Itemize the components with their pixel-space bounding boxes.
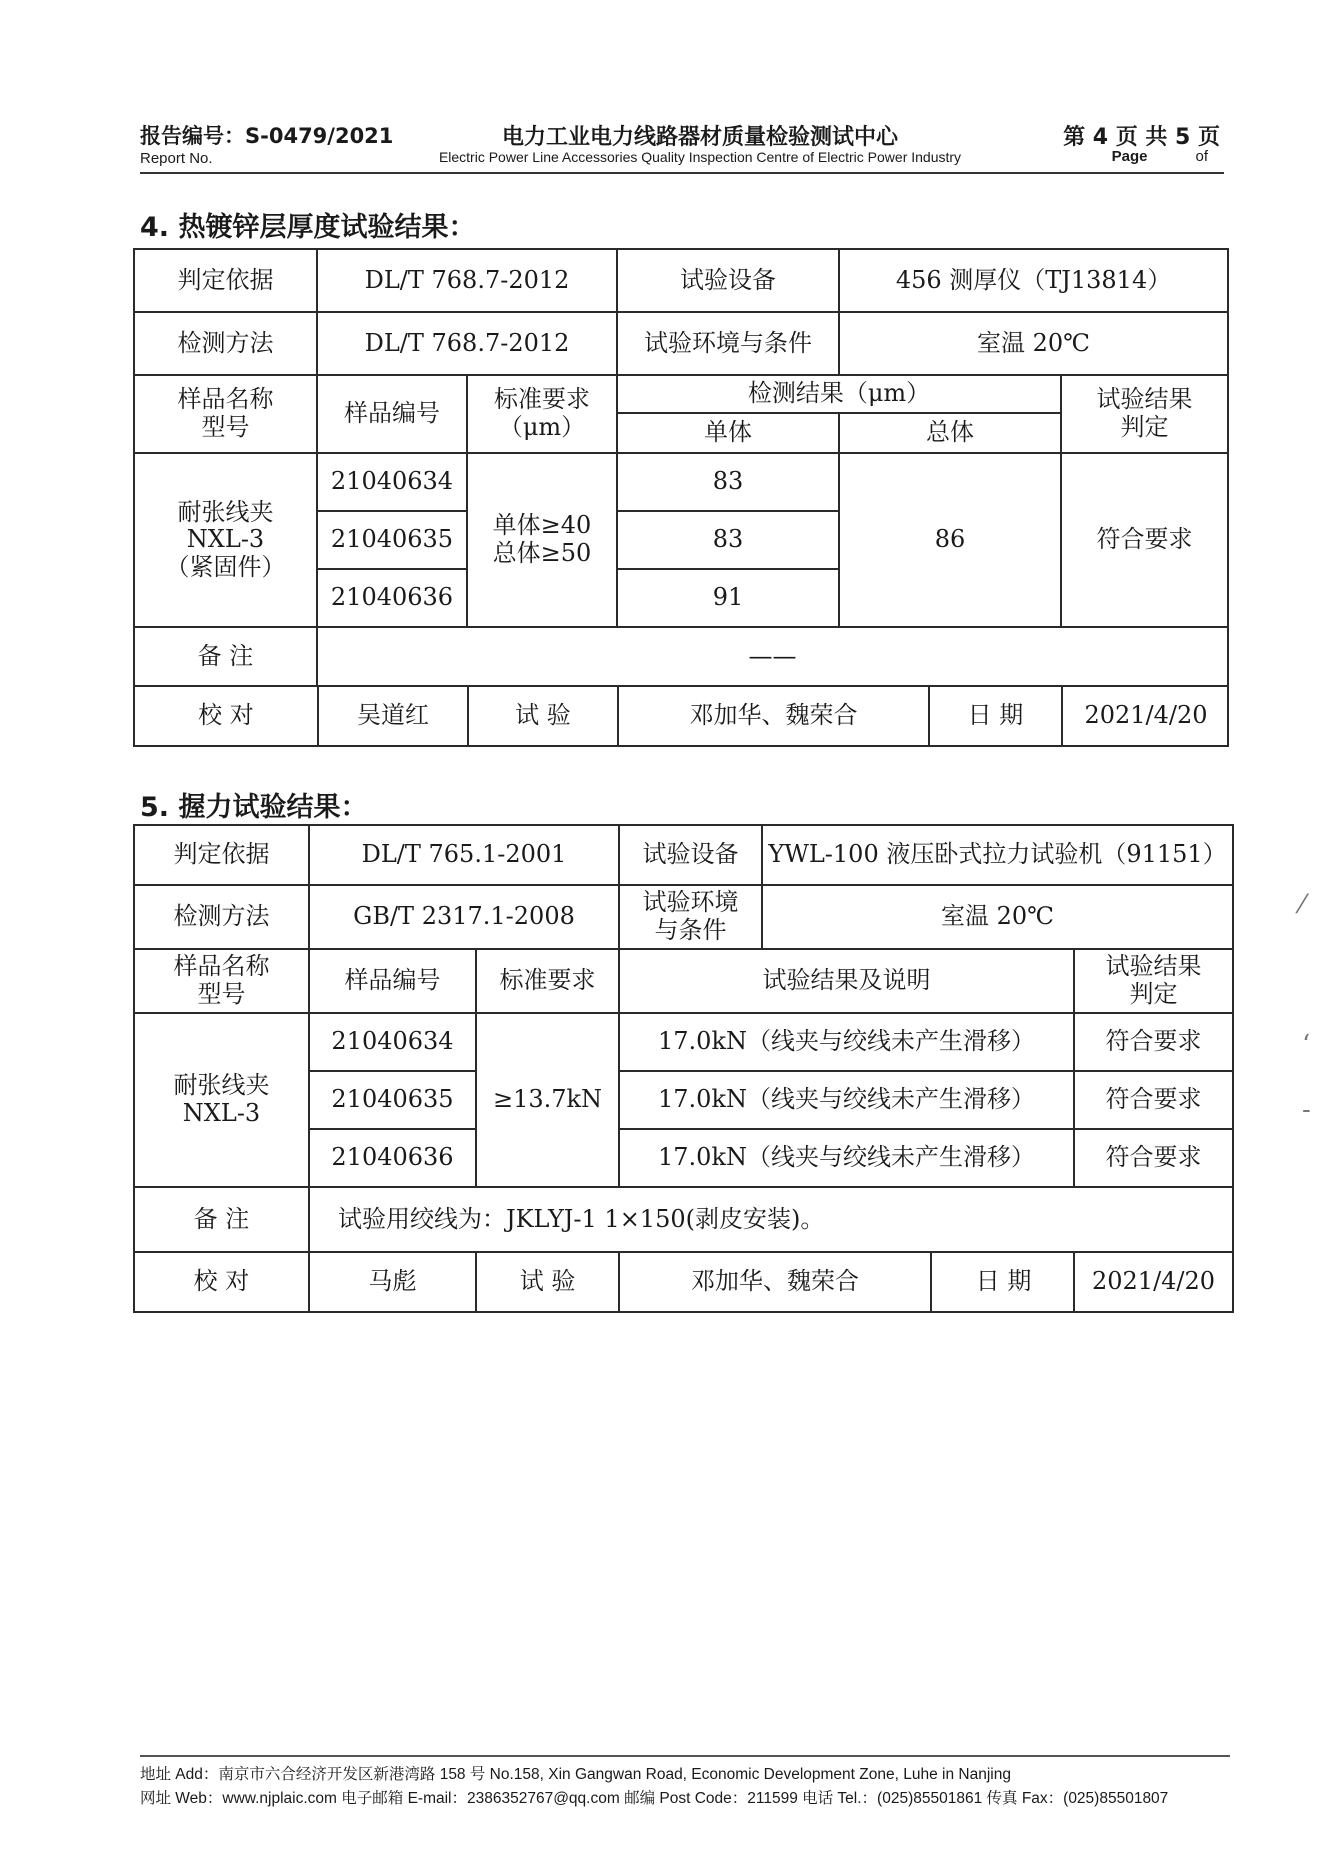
col-total: 总体	[839, 413, 1061, 453]
judgement-value: 符合要求	[1061, 453, 1228, 627]
env-label: 试验环境与条件	[617, 312, 839, 375]
method-label: 检测方法	[134, 312, 317, 375]
scan-edge-mark: ⁄	[1300, 890, 1305, 920]
remark-label: 备 注	[134, 627, 317, 686]
method-label: 检测方法	[134, 885, 309, 949]
sample-no: 21040635	[317, 511, 467, 569]
center-name: 电力工业电力线路器材质量检验测试中心	[501, 125, 898, 150]
requirement-value: ≥13.7kN	[476, 1013, 619, 1187]
sample-name: 耐张线夹 NXL-3	[134, 1013, 309, 1187]
requirement-value: 单体≥40 总体≥50	[467, 453, 617, 627]
sample-no: 21040636	[317, 569, 467, 627]
judgement-value: 符合要求	[1074, 1129, 1233, 1187]
report-number-en: Report No.	[140, 150, 213, 167]
date-value: 2021/4/20	[1084, 701, 1208, 730]
col-sample-no: 样品编号	[309, 949, 476, 1013]
col-judgement: 试验结果 判定	[1074, 949, 1233, 1013]
col-sample-name: 样品名称 型号	[134, 949, 309, 1013]
test-date-split	[620, 1253, 1075, 1311]
col-single: 单体	[617, 413, 839, 453]
single-value: 91	[617, 569, 839, 627]
judgement-value: 符合要求	[1074, 1013, 1233, 1071]
col-sample-no: 样品编号	[317, 375, 467, 453]
check-label: 校 对	[135, 687, 318, 745]
sample-name: 耐张线夹 NXL-3 （紧固件）	[134, 453, 317, 627]
method-value: GB/T 2317.1-2008	[309, 885, 619, 949]
section4-title: 4. 热镀锌层厚度试验结果：	[140, 212, 476, 243]
env-label: 试验环境 与条件	[619, 885, 762, 949]
col-judgement: 试验结果 判定	[1061, 375, 1228, 453]
remark-value: 试验用绞线为：JKLYJ-1 1×150(剥皮安装)。	[309, 1187, 1233, 1252]
judgement-value: 符合要求	[1074, 1071, 1233, 1129]
single-value: 83	[617, 453, 839, 511]
check-label: 校 对	[134, 1252, 309, 1312]
env-value: 室温 20℃	[839, 312, 1228, 375]
check-value: 马彪	[309, 1252, 476, 1312]
col-sample-name: 样品名称 型号	[134, 375, 317, 453]
col-result: 试验结果及说明	[619, 949, 1074, 1013]
date-label: 日 期	[975, 1267, 1032, 1296]
page-en-label: Page	[1111, 148, 1148, 165]
test-label: 试 验	[468, 687, 618, 745]
footer-contact: 网址 Web：www.njplaic.com 电子邮箱 E-mail：2386352767@qq.com 邮编 Post Code：211599 电话 Tel.：(025)85501861 传真 Fax：(025)85501807	[140, 1790, 1169, 1807]
table-row	[134, 453, 1228, 511]
result-value: 17.0kN（线夹与绞线未产生滑移）	[619, 1013, 1074, 1071]
env-value: 室温 20℃	[762, 885, 1233, 949]
result-value: 17.0kN（线夹与绞线未产生滑移）	[619, 1129, 1074, 1187]
sample-no: 21040635	[309, 1071, 476, 1129]
remark-label: 备 注	[134, 1187, 309, 1252]
scan-edge-mark: ‐	[1302, 1095, 1311, 1125]
remark-value: ——	[317, 627, 1228, 686]
of-en-label: of	[1195, 148, 1208, 165]
equipment-label: 试验设备	[619, 825, 762, 885]
equipment-label: 试验设备	[617, 249, 839, 312]
method-value: DL/T 768.7-2012	[317, 312, 617, 375]
test-value: 邓加华、魏荣合	[620, 1253, 931, 1311]
equipment-value: YWL-100 液压卧式拉力试验机（91151）	[762, 825, 1233, 885]
footer-address: 地址 Add：南京市六合经济开发区新港湾路 158 号 No.158, Xin Gangwan Road, Economic Development Zone, Luhe in Nanjing	[140, 1766, 1011, 1783]
col-requirement: 标准要求 （μm）	[467, 375, 617, 453]
center-name-en: Electric Power Line Accessories Quality Inspection Centre of Electric Power Industry	[438, 149, 962, 165]
col-requirement: 标准要求	[476, 949, 619, 1013]
check-value: 吴道红	[318, 687, 468, 745]
col-result: 检测结果（μm）	[617, 375, 1061, 413]
table-row	[134, 1013, 1233, 1071]
grip-strength-table	[133, 824, 1234, 1313]
basis-label: 判定依据	[134, 249, 317, 312]
sample-no: 21040636	[309, 1129, 476, 1187]
basis-value: DL/T 768.7-2012	[317, 249, 617, 312]
equipment-value: 456 测厚仪（TJ13814）	[839, 249, 1228, 312]
page-number-en	[1112, 148, 1208, 165]
header-divider	[140, 172, 1224, 174]
report-number: 报告编号：S-0479/2021	[140, 124, 394, 148]
page-number: 第 4 页 共 5 页	[1063, 125, 1220, 150]
page-footer	[140, 1755, 1230, 1811]
sample-no: 21040634	[309, 1013, 476, 1071]
test-value: 邓加华、魏荣合	[618, 687, 929, 745]
result-value: 17.0kN（线夹与绞线未产生滑移）	[619, 1071, 1074, 1129]
basis-label: 判定依据	[134, 825, 309, 885]
test-label: 试 验	[476, 1252, 619, 1312]
basis-value: DL/T 765.1-2001	[309, 825, 619, 885]
sign-row	[135, 687, 1229, 745]
zinc-coating-table	[133, 248, 1229, 747]
date-label: 日 期	[929, 687, 1062, 745]
section5-title: 5. 握力试验结果：	[140, 792, 368, 823]
single-value: 83	[617, 511, 839, 569]
page-header	[140, 120, 1224, 172]
total-value: 86	[839, 453, 1061, 627]
date-value: 2021/4/20	[1074, 1252, 1233, 1312]
scan-edge-mark: ‘	[1302, 1030, 1311, 1060]
sample-no: 21040634	[317, 453, 467, 511]
